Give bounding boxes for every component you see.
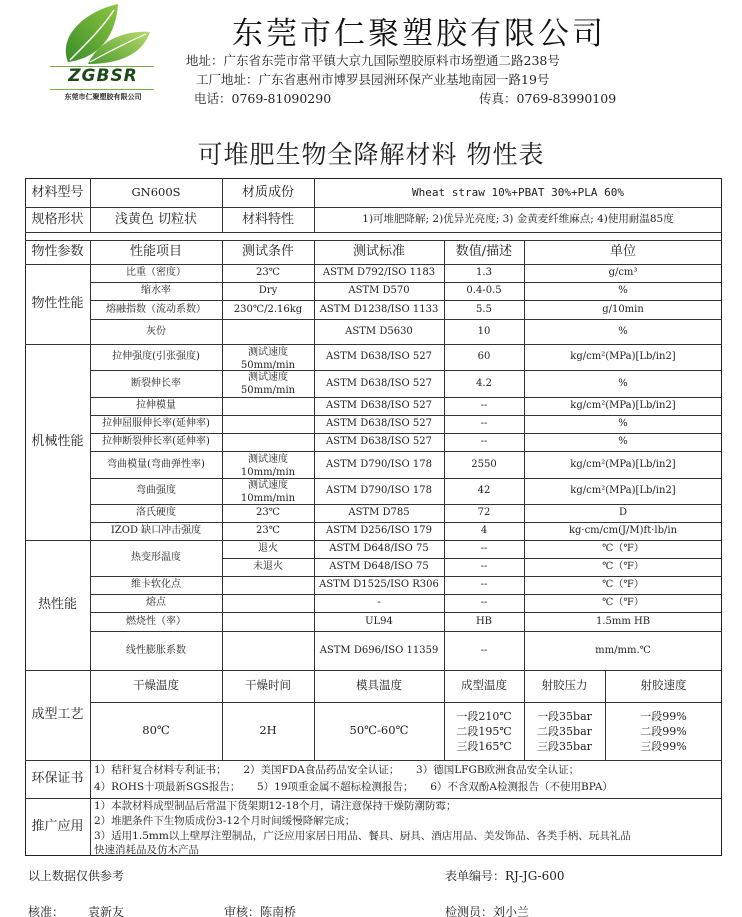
- molding-temp-stage2: 二段195℃: [456, 724, 512, 738]
- row-value: 4.2: [476, 377, 492, 389]
- row-value: 72: [477, 507, 491, 518]
- group-application: 推广应用: [31, 819, 84, 835]
- leaf-logo-icon: [48, 2, 158, 102]
- row-unit: ℃（℉）: [602, 597, 644, 608]
- row-standard: ASTM D638/ISO 527: [326, 418, 432, 429]
- row-condition: [222, 631, 314, 670]
- row-standard: ASTM D648/ISO 75: [329, 543, 429, 554]
- row-unit: ℃（℉）: [602, 579, 644, 590]
- row-item: 熔点: [146, 597, 166, 608]
- row-value: 1.3: [476, 267, 492, 278]
- group-cert: 环保证书: [31, 771, 84, 787]
- molding-temp-stage1: 一段210℃: [456, 709, 512, 723]
- row-condition: [222, 612, 314, 631]
- col-header-value: 数值/描述: [455, 244, 513, 260]
- row-item: IZOD 缺口冲击强度: [110, 525, 202, 536]
- row-unit: ℃（℉）: [602, 561, 644, 572]
- row-item: 洛氏硬度: [136, 507, 176, 518]
- row-unit: kg/cm²(MPa)[Lb/in2]: [570, 458, 676, 470]
- row-value: --: [480, 644, 488, 656]
- row-value: 5.5: [476, 303, 492, 315]
- row-condition: 230℃/2.16kg: [233, 303, 303, 315]
- model-label: 材料型号: [31, 184, 84, 200]
- fax: 传真：0769-83990109: [479, 91, 617, 106]
- row-item: 维卡软化点: [131, 579, 181, 590]
- company-name: 东莞市仁聚塑胶有限公司: [232, 16, 606, 52]
- molding-temp-stage3: 三段165℃: [456, 739, 512, 753]
- row-unit: kg·cm/cm(J/M)ft·lb/in: [568, 525, 678, 536]
- inject-speed-stage3: 三段99%: [640, 739, 687, 753]
- process-mold-temp: 50℃-60℃: [349, 723, 409, 738]
- process-dry-temp: 80℃: [142, 723, 170, 738]
- row-value: 42: [477, 485, 491, 496]
- row-unit: %: [618, 377, 628, 389]
- row-condition: [222, 415, 314, 433]
- logo-subtitle: 东莞市仁聚塑胶有限公司: [64, 93, 142, 101]
- process-header-mold-temp: 模具温度: [356, 678, 402, 693]
- row-value: --: [480, 561, 488, 572]
- row-standard: ASTM D696/ISO 11359: [319, 644, 439, 656]
- row-condition: 退火: [258, 543, 278, 554]
- row-condition: 测试速度 50mm/min: [240, 347, 296, 370]
- process-header-molding-temp: 成型温度: [461, 678, 507, 693]
- process-header-dry-temp: 干燥温度: [133, 678, 179, 693]
- cert-line-1: 1）秸秆复合材料专利证书； 2）美国FDA食品药品安全认证； 3）德国LFGB欧洲食品安全认证；: [94, 764, 580, 777]
- row-condition: 23℃: [256, 525, 280, 536]
- inspector: 检测员：刘小兰: [445, 905, 530, 917]
- row-item: 弯曲模量(弯曲弹性率): [107, 458, 205, 470]
- row-standard: ASTM D638/ISO 527: [326, 377, 432, 389]
- col-header-unit: 单位: [609, 244, 636, 260]
- process-inject-speed: [605, 702, 722, 760]
- inject-pressure-stage1: 一段35bar: [537, 709, 592, 723]
- row-standard: ASTM D792/ISO 1183: [322, 267, 436, 278]
- row-value: --: [480, 436, 488, 447]
- row-condition: [222, 433, 314, 451]
- approve-label: 核准：: [28, 905, 65, 917]
- phone: 电话：0769-81090290: [194, 91, 332, 106]
- row-condition: 测试速度 10mm/min: [240, 480, 296, 504]
- process-inject-pressure: [524, 702, 605, 760]
- model-value: GN600S: [131, 184, 181, 199]
- row-standard: ASTM D256/ISO 179: [326, 525, 432, 536]
- row-value: --: [480, 597, 488, 608]
- row-condition: [222, 594, 314, 612]
- process-dry-time: 2H: [259, 723, 277, 738]
- process-header-inject-pressure: 射胶压力: [541, 678, 588, 693]
- shape-label: 规格形状: [31, 211, 84, 227]
- process-molding-temp: [444, 702, 524, 760]
- row-value: 0.4-0.5: [466, 285, 502, 296]
- row-condition: [222, 319, 314, 344]
- row-standard: ASTM D638/ISO 527: [326, 400, 432, 411]
- row-value: 2550: [471, 458, 497, 470]
- application-line-4: 快速消耗品及仿木产品: [94, 844, 199, 855]
- reviewer: 审核：陈南桥: [224, 905, 297, 917]
- row-value: --: [480, 579, 488, 590]
- row-value: 60: [477, 351, 491, 362]
- row-item: 拉伸断裂伸长率(延伸率): [102, 436, 210, 447]
- row-condition: [222, 397, 314, 415]
- logo-text: ZGBSR: [68, 66, 138, 86]
- row-value: 4: [480, 525, 488, 536]
- disclaimer: 以上数据仅供参考: [28, 869, 125, 883]
- row-value: --: [480, 400, 488, 411]
- logo-divider: [50, 89, 154, 90]
- row-standard: ASTM D5630: [345, 325, 413, 337]
- row-item: 拉伸屈服伸长率(延伸率): [102, 418, 210, 429]
- group-physical: 物性性能: [31, 296, 84, 312]
- row-item: 缩水率: [141, 285, 171, 296]
- inject-speed-stage1: 一段99%: [640, 709, 687, 723]
- row-condition: 23℃: [256, 267, 280, 278]
- feature-value: 1)可堆肥降解; 2)优异光亮度; 3) 金黄麦纤维麻点; 4)使用耐温85度: [362, 213, 674, 226]
- row-standard: ASTM D1238/ISO 1133: [319, 303, 439, 315]
- row-unit: g/cm³: [608, 267, 638, 278]
- row-value: --: [480, 543, 488, 554]
- row-unit: %: [618, 436, 628, 447]
- inject-pressure-stage2: 二段35bar: [537, 724, 592, 738]
- factory-address: 工厂地址：广东省惠州市博罗县园洲环保产业基地南园一路19号: [196, 72, 550, 87]
- inject-speed-stage2: 二段99%: [640, 724, 687, 738]
- row-unit: %: [618, 418, 628, 429]
- col-header-condition: 测试条件: [241, 244, 294, 260]
- row-unit: %: [618, 325, 628, 337]
- row-condition: 测试速度 50mm/min: [240, 372, 296, 396]
- row-unit: kg/cm²(MPa)[Lb/in2]: [570, 351, 676, 362]
- row-item: 比重（密度）: [126, 267, 186, 278]
- row-condition: 未退火: [253, 561, 283, 572]
- row-item: 热变形温度: [131, 552, 181, 563]
- process-header-inject-speed: 射胶速度: [640, 678, 687, 693]
- row-standard: ASTM D570: [348, 285, 410, 296]
- inject-pressure-stage3: 三段35bar: [537, 739, 592, 753]
- row-value: HB: [475, 615, 493, 627]
- row-standard: ASTM D790/ISO 178: [326, 458, 432, 470]
- process-header-dry-time: 干燥时间: [245, 678, 291, 693]
- row-standard: ASTM D790/ISO 178: [326, 485, 432, 496]
- shape-value: 浅黄色 切粒状: [114, 211, 198, 227]
- row-item: 灰份: [146, 325, 166, 337]
- row-item: 弯曲强度: [136, 485, 176, 496]
- cert-line-2: 4）ROHS十项最新SGS报告； 5）19项重金属不超标检测报告； 6）不含双酚A检测报告（不使用BPA）: [94, 781, 613, 794]
- row-item: 熔融指数（流动系数）: [106, 303, 206, 315]
- address: 地址：广东省东莞市常平镇大京九国际塑胶原料市场塑通二路238号: [186, 53, 560, 68]
- row-unit: kg/cm²(MPa)[Lb/in2]: [570, 400, 676, 411]
- row-unit: g/10min: [602, 303, 644, 315]
- row-condition: Dry: [258, 285, 278, 296]
- feature-label: 材料特性: [241, 211, 294, 227]
- row-value: --: [480, 418, 488, 429]
- application-line-3: 3）适用1.5mm以上壁厚注塑制品，广泛应用家居日用品、餐具、厨具、酒店用品、美发饰品、各类手柄、玩具礼品: [94, 830, 631, 843]
- application-line-2: 2）堆肥条件下生物质成份3-12个月时间缓慢降解完成；: [94, 815, 356, 828]
- row-item: 线性膨胀系数: [126, 644, 186, 656]
- group-thermal: 热性能: [37, 597, 77, 613]
- row-standard: ASTM D638/ISO 527: [326, 351, 432, 362]
- row-unit: kg/cm²(MPa)[Lb/in2]: [570, 485, 676, 496]
- row-unit: %: [618, 285, 628, 296]
- approve-name: 袁新友: [88, 905, 125, 917]
- group-process: 成型工艺: [31, 707, 84, 723]
- group-mechanical: 机械性能: [31, 434, 84, 450]
- row-standard: ASTM D785: [348, 507, 410, 518]
- composition-label: 材质成份: [241, 184, 294, 200]
- col-header-standard: 测试标准: [352, 244, 405, 260]
- row-item: 拉伸强度(引张强度): [112, 351, 200, 362]
- col-header-param: 物性参数: [31, 244, 84, 260]
- row-unit: D: [618, 507, 628, 518]
- row-condition: 测试速度 10mm/min: [240, 454, 296, 478]
- row-standard: ASTM D1525/ISO R306: [319, 579, 439, 590]
- row-unit: mm/mm.℃: [595, 644, 651, 656]
- row-item: 断裂伸长率: [131, 377, 181, 389]
- row-standard: ASTM D648/ISO 75: [329, 561, 429, 572]
- row-standard: UL94: [365, 615, 393, 627]
- row-item: 拉伸模量: [136, 400, 176, 411]
- row-unit: 1.5mm HB: [595, 615, 651, 627]
- row-unit: ℃（℉）: [602, 543, 644, 554]
- form-number: 表单编号：RJ-JG-600: [445, 869, 565, 883]
- row-condition: [222, 576, 314, 594]
- row-standard: ASTM D638/ISO 527: [326, 436, 432, 447]
- row-value: 10: [477, 325, 491, 337]
- application-line-1: 1）本款材料成型制品后常温下货架期12-18个月，请注意保持干燥防潮防霉；: [94, 800, 457, 813]
- composition-value: Wheat straw 10%+PBAT 30%+PLA 60%: [412, 185, 624, 199]
- document-title: 可堆肥生物全降解材料 物性表: [197, 140, 545, 169]
- col-header-item: 性能项目: [129, 244, 182, 260]
- row-condition: 23℃: [256, 507, 280, 518]
- row-standard: -: [377, 597, 381, 608]
- row-item: 燃烧性（率）: [126, 615, 186, 627]
